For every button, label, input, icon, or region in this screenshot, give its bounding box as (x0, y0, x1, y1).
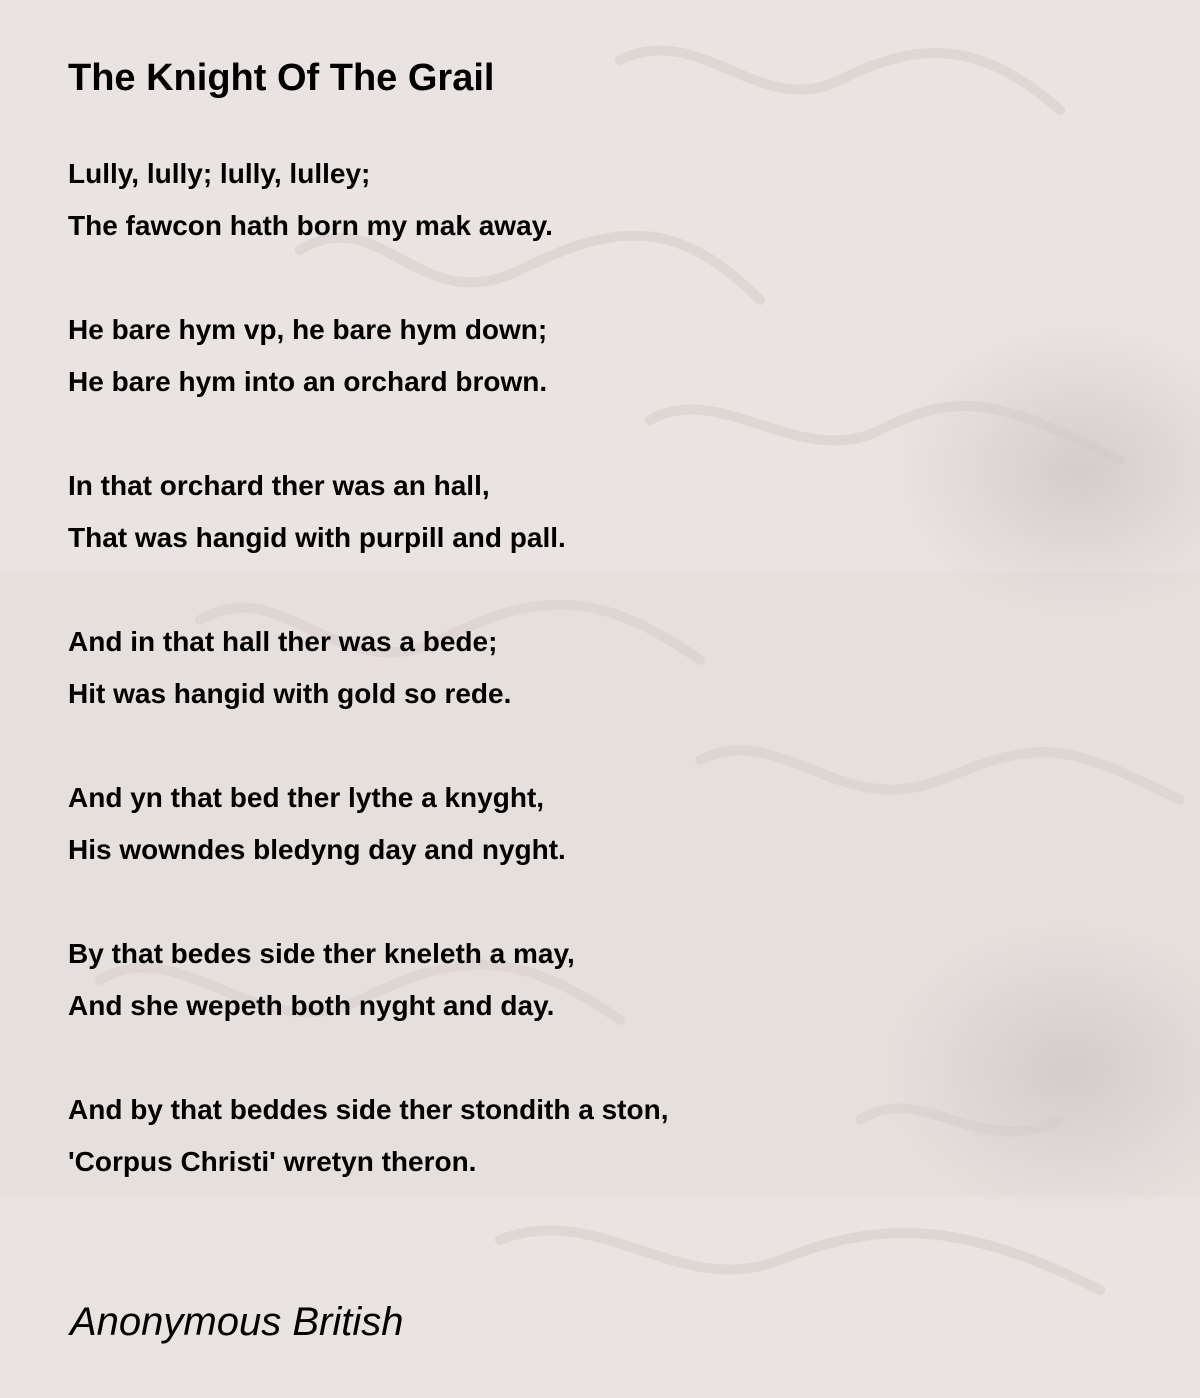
poem-line: His wowndes bledyng day and nyght. (68, 834, 566, 865)
poem-line: 'Corpus Christi' wretyn theron. (68, 1146, 477, 1177)
poem-line: And by that beddes side ther stondith a ston, (68, 1094, 669, 1125)
poem-line: And in that hall ther was a bede; (68, 626, 498, 657)
poem-line: By that bedes side ther kneleth a may, (68, 938, 575, 969)
poem-line: In that orchard ther was an hall, (68, 470, 490, 501)
stanza-2 (68, 304, 668, 408)
poem-line: And she wepeth both nyght and day. (68, 990, 555, 1021)
poem-line: Hit was hangid with gold so rede. (68, 678, 512, 709)
poem-line: He bare hym into an orchard brown. (68, 366, 548, 397)
poem-body (68, 148, 668, 1188)
stanza-6 (68, 928, 668, 1032)
poem-line: He bare hym vp, he bare hym down; (68, 314, 548, 345)
stanza-1 (68, 148, 668, 252)
poem-line: And yn that bed ther lythe a knyght, (68, 782, 545, 813)
poem-author: Anonymous British (70, 1300, 404, 1344)
stanza-3 (68, 460, 668, 564)
poem-line: That was hangid with purpill and pall. (68, 522, 566, 553)
stanza-4 (68, 616, 668, 720)
stanza-5 (68, 772, 668, 876)
poem-title: The Knight Of The Grail (68, 57, 495, 99)
poem-line: Lully, lully; lully, lulley; (68, 158, 371, 189)
poem-line: The fawcon hath born my mak away. (68, 210, 553, 241)
stanza-7 (68, 1084, 668, 1188)
